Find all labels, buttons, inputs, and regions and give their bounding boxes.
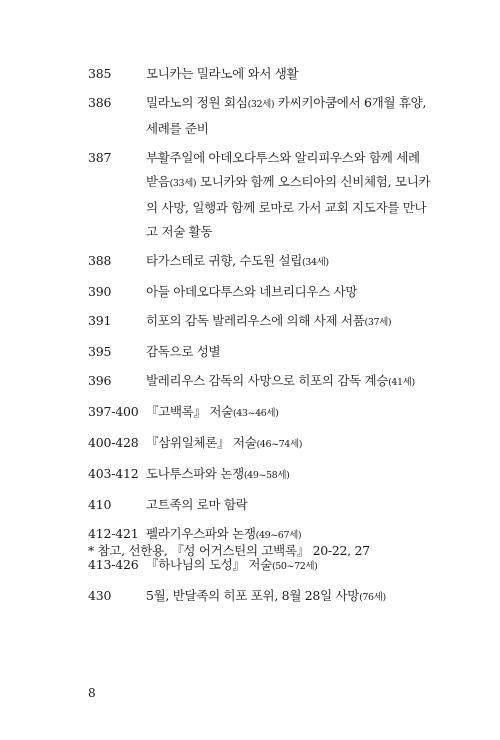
event-age: (43~46세)	[232, 408, 279, 419]
reference-note: * 참고, 선한용, 『성 어거스틴의 고백록』 20-22, 27	[88, 543, 370, 558]
event-line	[146, 220, 430, 244]
chronology-list	[88, 62, 431, 615]
entry-event	[146, 280, 428, 304]
event-text: 『하나님의 도성』 저술	[146, 557, 272, 572]
entry-year: 386	[88, 95, 112, 110]
chronology-entry	[88, 584, 428, 610]
event-line	[146, 249, 428, 275]
chronology-entry	[88, 462, 428, 488]
event-line	[146, 431, 428, 457]
chronology-entry	[88, 249, 428, 275]
entry-year: 395	[88, 344, 112, 359]
event-age: (33세)	[169, 178, 197, 189]
event-age: (46~74세)	[256, 439, 303, 450]
event-text: 감독으로 성별	[146, 344, 221, 359]
entry-event	[146, 400, 428, 426]
event-text: 의 사망, 일행과 함께 로마로 가서 교회 지도자를 만나	[146, 200, 427, 215]
entry-event	[146, 431, 428, 457]
event-age: (49~58세)	[243, 470, 290, 481]
chronology-entry	[88, 62, 428, 86]
event-line	[146, 369, 428, 395]
entry-year: 396	[88, 373, 112, 388]
event-text: 아들 아데오다투스와 네브리디우스 사망	[146, 284, 358, 299]
chronology-entry	[88, 91, 428, 141]
entry-year: 397-400	[88, 404, 139, 419]
entry-year: 410	[88, 497, 112, 512]
event-line	[146, 462, 428, 488]
event-age: (32세)	[247, 99, 275, 110]
event-age: (49~67세)	[255, 530, 302, 541]
event-text: 발레리우스 감독의 사망으로 히포의 감독 계승	[146, 373, 389, 388]
entry-event	[146, 91, 428, 141]
event-line	[146, 584, 428, 610]
entry-year: 403-412	[88, 466, 139, 481]
entry-year: 412-421	[88, 526, 139, 541]
entry-year: 413-426	[88, 557, 139, 572]
event-text: 고 저술 활동	[146, 224, 213, 239]
event-line	[146, 117, 428, 141]
chronology-entry	[88, 280, 428, 304]
event-text: 받음	[146, 174, 170, 189]
event-line	[146, 340, 428, 364]
entry-event	[146, 62, 428, 86]
event-line	[146, 196, 430, 220]
event-text: 펠라기우스파와 논쟁	[146, 526, 256, 541]
event-line	[146, 170, 430, 196]
entry-event	[146, 462, 428, 488]
event-age: (37세)	[364, 317, 392, 328]
event-line	[146, 493, 428, 517]
entry-year: 430	[88, 588, 112, 603]
entry-year: 391	[88, 313, 112, 328]
chronology-entry	[88, 309, 428, 335]
page-number: 8	[88, 686, 96, 700]
entry-year: 385	[88, 66, 112, 81]
event-text: 부활주일에 아데오다투스와 알리피우스와 함께 세례	[146, 150, 420, 165]
entry-year: 388	[88, 253, 112, 268]
event-text: 세례를 준비	[146, 121, 209, 136]
entry-event	[146, 249, 428, 275]
chronology-entry	[88, 493, 428, 517]
event-line	[146, 62, 428, 86]
event-text: 도나투스파와 논쟁	[146, 466, 244, 481]
event-text: 5월, 반달족의 히포 포위, 8월 28일 사망	[146, 588, 360, 603]
chronology-entry	[88, 400, 428, 426]
event-text: 타가스테로 귀향, 수도원 설립	[146, 253, 302, 268]
entry-event	[146, 493, 428, 517]
event-age: (41세)	[388, 377, 415, 388]
entry-event	[146, 584, 428, 610]
event-age: (34세)	[302, 257, 329, 268]
event-age: (76세)	[359, 592, 386, 603]
event-age: (50~72세)	[271, 561, 318, 572]
chronology-entry	[88, 340, 428, 364]
event-line	[146, 91, 428, 117]
event-text: 고트족의 로마 함락	[146, 497, 248, 512]
chronology-entry	[88, 369, 428, 395]
chronology-entry	[88, 146, 431, 244]
event-line	[146, 400, 428, 426]
entry-year: 390	[88, 284, 112, 299]
entry-event	[146, 309, 428, 335]
entry-year: 387	[88, 150, 112, 165]
event-text: 『고백록』 저술	[146, 404, 233, 419]
entry-year: 400-428	[88, 435, 139, 450]
event-text: 『삼위일체론』 저술	[146, 435, 257, 450]
event-text: 히포의 감독 발레리우스에 의해 사제 서품	[146, 313, 365, 328]
event-text: 밀라노의 정원 회심	[146, 95, 248, 110]
event-text-continued: 모니카와 함께 오스티아의 신비체험, 모니카	[196, 174, 431, 189]
entry-event	[146, 369, 428, 395]
event-line	[146, 280, 428, 304]
entry-event	[146, 146, 430, 244]
event-text: 모니카는 밀라노에 와서 생활	[146, 66, 299, 81]
event-line	[146, 309, 428, 335]
entry-event	[146, 340, 428, 364]
chronology-entry	[88, 431, 428, 457]
event-text-continued: 카씨키아쿰에서 6개월 휴양,	[274, 95, 427, 110]
event-line	[146, 146, 430, 170]
